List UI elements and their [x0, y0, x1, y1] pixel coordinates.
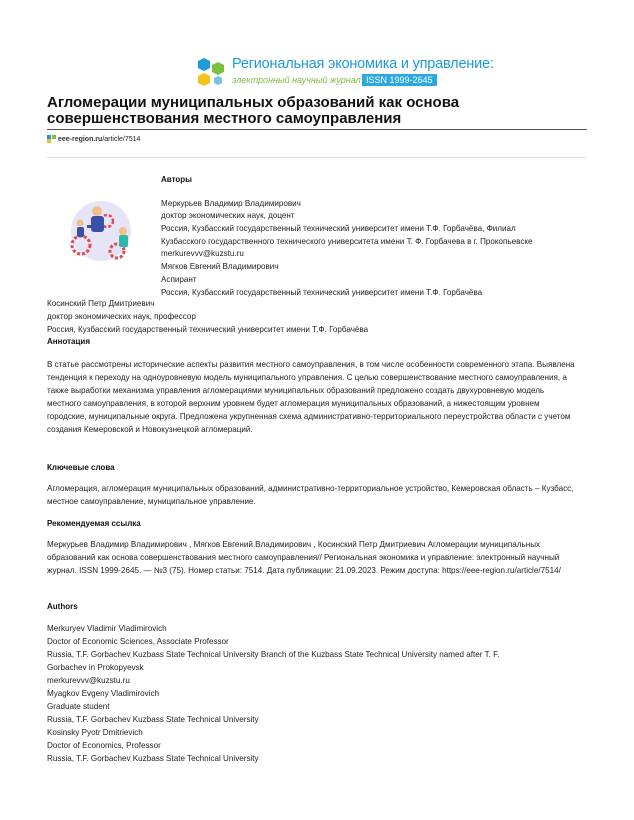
- author-line: Кузбасского государственного технического университета имени Т. Ф. Горбачева в г. Прокопьевске: [161, 237, 533, 246]
- abstract-text: В статье рассмотрены исторические аспекты развития местного самоуправления, в том числе особенности современного этапа. Выявлена тенденция к переходу на одноуровневую модель муниципального управления. С целью совершенствование местного самоуправления, а также выработки механизма управления агломерациями муниципальных образований предложено создать двухуровневую модель местного самоуправления, в которой верхним уровнем будет агломерация муниципальных образований, а нижестоящим уровнем городские, муниципальные округа. Предложена укрупненная схема административно-территориального переустройства области с учетом создания Кемеровской и Новокузнецкой агломераций.: [47, 360, 575, 434]
- site-favicon-icon: [47, 135, 56, 143]
- author-line: Doctor of Economic Sciences, Associate Professor: [47, 637, 229, 646]
- link-path: /article/7514: [102, 135, 141, 143]
- author-line: доктор экономических наук, профессор: [47, 312, 196, 321]
- author-line: Россия, Кузбасский государственный технический университет имени Т.Ф. Горбачёва: [161, 288, 483, 297]
- keywords-heading: Ключевые слова: [47, 463, 115, 472]
- author-line: Меркурьев Владимир Владимирович: [161, 199, 301, 208]
- journal-title: Региональная экономика и управление:: [232, 56, 494, 72]
- title-divider: [47, 129, 587, 130]
- authors-illustration: [67, 197, 137, 269]
- author-line: Myagkov Evgeny Vladimirovich: [47, 689, 160, 698]
- authors-en-heading: Authors: [47, 602, 78, 611]
- author-line: доктор экономических наук, доцент: [161, 211, 295, 220]
- journal-header: [196, 56, 494, 90]
- author-line: Россия, Кузбасский государственный технический университет имени Т.Ф. Горбачёва, Филиал: [161, 224, 516, 233]
- keywords-text: Агломерация, агломерация муниципальных образований, административно-территориальное устройство, Кемеровская область – Кузбасс, местное самоуправление, муниципальное управление.: [47, 484, 574, 506]
- article-link[interactable]: [47, 135, 140, 143]
- author-line: Russia, T.F. Gorbachev Kuzbass State Technical University Branch of the Kuzbass State Technical University named after T. F.: [47, 650, 500, 659]
- header-divider: [47, 157, 587, 158]
- article-title: Агломерации муниципальных образований как основа совершенствования местного самоуправления: [47, 94, 460, 127]
- author-line: Russia, T.F. Gorbachev Kuzbass State Technical University: [47, 715, 259, 724]
- authors-heading: Авторы: [161, 175, 193, 184]
- author-line: Россия, Кузбасский государственный технический университет имени Т.Ф. Горбачёва: [47, 325, 369, 334]
- author-line: Косинский Петр Дмитриевич: [47, 299, 155, 308]
- abstract-heading: Аннотация: [47, 337, 90, 346]
- author-line: Graduate student: [47, 702, 110, 711]
- author-email[interactable]: merkurevvv@kuzstu.ru: [47, 676, 130, 685]
- author-line: Мягков Евгений Владимирович: [161, 262, 279, 271]
- citation-heading: Рекомендуемая ссылка: [47, 519, 141, 528]
- author-line: Russia, T.F. Gorbachev Kuzbass State Technical University: [47, 754, 259, 763]
- author-line: Kosinsky Pyotr Dmitrievich: [47, 728, 143, 737]
- journal-subtitle: электронный научный журнал: [232, 75, 361, 85]
- author-line: Doctor of Economics, Professor: [47, 741, 161, 750]
- citation-text: Меркурьев Владимир Владимирович , Мягков Евгений Владимирович , Косинский Петр Дмитриевич Агломерации муниципальных образований как основа совершенствования местного самоуправления// Региональная экономика и управление: электронный научный журнал. ISSN 1999-2645. — №3 (75). Номер статьи: 7514. Дата публикации: 21.09.2023. Режим доступа: https://eee-region.ru/article/7514/: [47, 540, 561, 575]
- issn-badge: ISSN 1999-2645: [362, 74, 437, 86]
- author-line: Merkuryev Vladimir Vladimirovich: [47, 624, 167, 633]
- author-email[interactable]: merkurevvv@kuzstu.ru: [161, 249, 244, 258]
- link-domain: eee-region.ru: [57, 135, 103, 143]
- journal-logo-icon: [196, 56, 226, 88]
- author-line: Gorbachev in Prokopyevsk: [47, 663, 144, 672]
- author-line: Аспирант: [161, 275, 197, 284]
